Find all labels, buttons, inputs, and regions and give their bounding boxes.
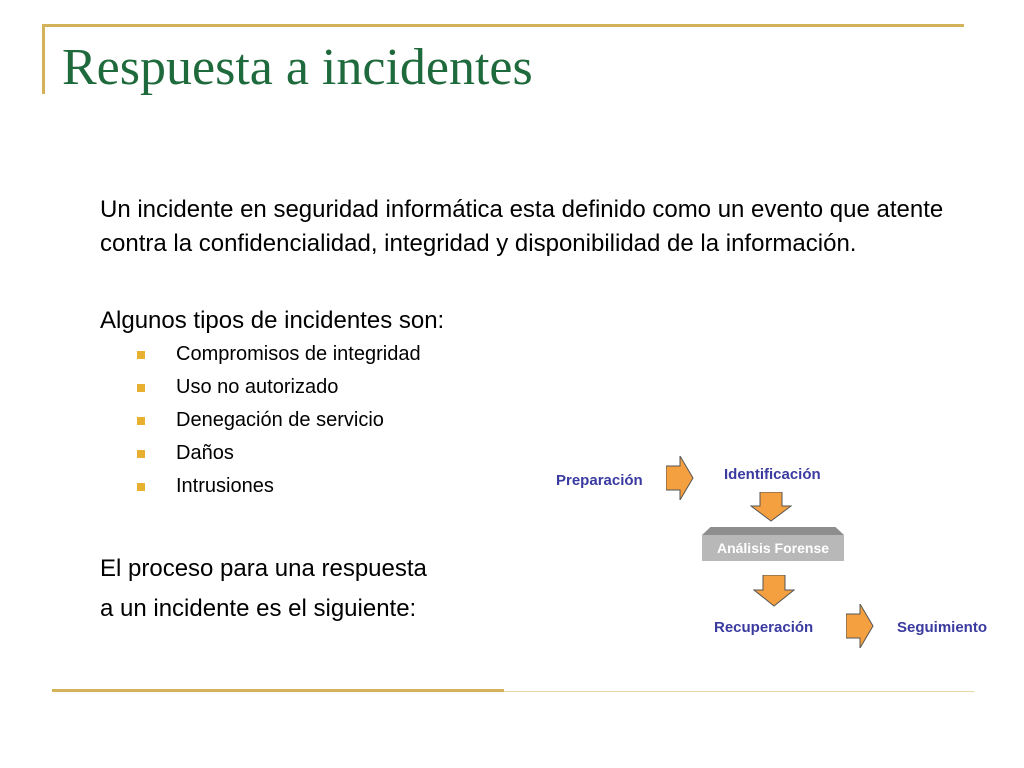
list-item-label: Compromisos de integridad [176, 343, 421, 365]
list-item-label: Intrusiones [176, 475, 274, 497]
arrow-right-icon [846, 604, 874, 648]
list-item [137, 437, 421, 470]
types-intro-text: Algunos tipos de incidentes son: [100, 307, 445, 334]
process-intro-line-1: El proceso para una respuesta [100, 555, 427, 582]
process-intro-line-2: a un incidente es el siguiente: [100, 595, 417, 622]
process-intro [100, 549, 427, 629]
bullet-square-icon [137, 384, 145, 392]
list-item-label: Daños [176, 442, 234, 464]
list-item-label: Denegación de servicio [176, 409, 384, 431]
bullet-square-icon [137, 483, 145, 491]
slide-title: Respuesta a incidentes [62, 39, 533, 96]
incident-types-list [137, 338, 421, 503]
arrow-down-icon [750, 492, 792, 522]
frame-top-line [42, 24, 964, 27]
step-recuperacion: Recuperación [714, 619, 814, 636]
definition-text: Un incidente en seguridad informática esta definido como un evento que atente contra la confidencialidad, integridad y disponibilidad de la información. [100, 196, 944, 257]
step-preparacion: Preparación [556, 472, 643, 489]
list-item-label: Uso no autorizado [176, 376, 339, 398]
list-item [137, 371, 421, 404]
frame-left-line [42, 24, 45, 94]
list-item [137, 404, 421, 437]
arrow-down-icon [753, 575, 795, 607]
bullet-square-icon [137, 450, 145, 458]
step-analisis-forense: Análisis Forense [702, 535, 844, 561]
list-item [137, 338, 421, 371]
step-identificacion: Identificación [724, 466, 821, 483]
step-seguimiento: Seguimiento [897, 619, 988, 636]
bullet-square-icon [137, 351, 145, 359]
bullet-square-icon [137, 417, 145, 425]
footer-accent-line [52, 689, 504, 692]
forense-box-top [702, 527, 844, 535]
arrow-right-icon [666, 456, 694, 500]
list-item [137, 470, 421, 503]
